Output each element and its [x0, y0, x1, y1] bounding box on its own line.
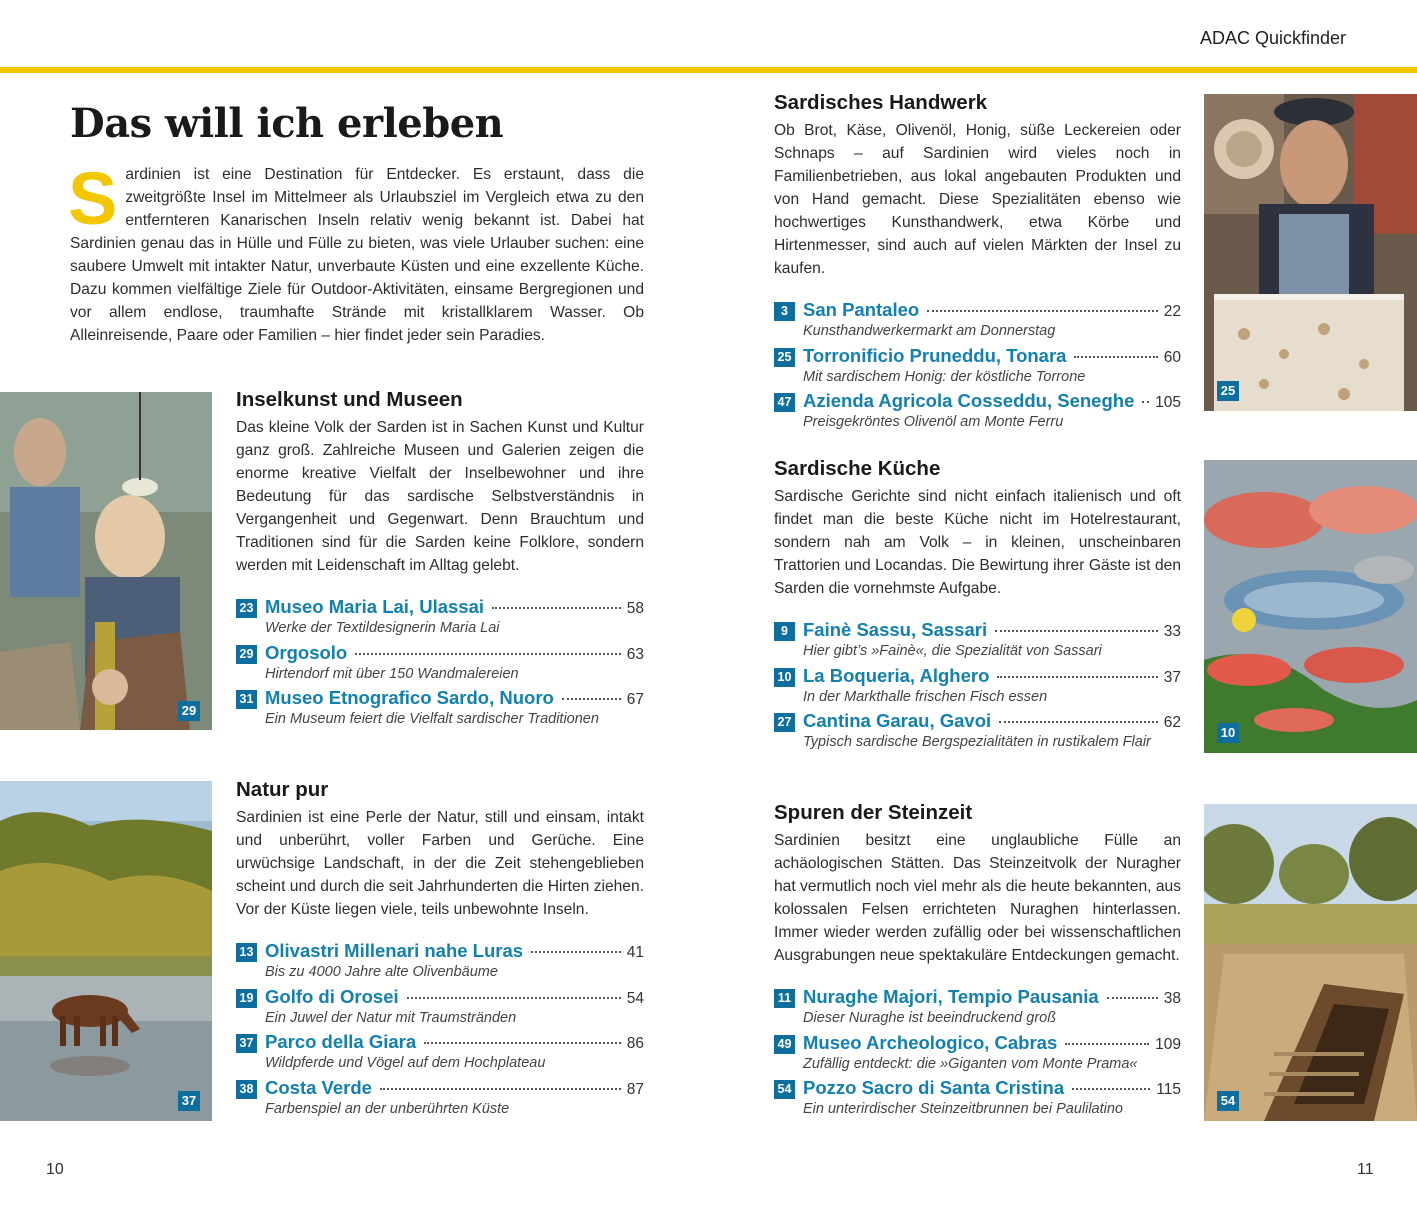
section-natur: [236, 778, 644, 1122]
poi-line: [803, 619, 1181, 641]
poi-name[interactable]: La Boqueria, Alghero: [803, 664, 990, 686]
poi-line: [265, 940, 644, 962]
section-body: Das kleine Volk der Sarden ist in Sachen Kunst und Kultur ganz groß. Zahlreiche Museen und Galerien zeigen die enorme kreative Vielfalt der Inselbewohner und ihre Bedeutung für das sardische Selbstverständnis in Vergangenheit und Gegenwart. Denn Brauchtum und Traditionen sind für die Sarden keine Folklore, sondern werden mit Leidenschaft im Alltag gelebt.: [236, 419, 644, 574]
poi-number-badge: 9: [774, 622, 795, 641]
poi-description: In der Markthalle frischen Fisch essen: [803, 688, 1048, 705]
leader-dots: [355, 653, 621, 655]
poi-name[interactable]: Museo Maria Lai, Ulassai: [265, 596, 485, 617]
poi-line: [265, 596, 644, 618]
poi-page-ref: 86: [626, 1035, 644, 1052]
leader-dots: [562, 698, 621, 700]
poi-number-badge: 19: [236, 989, 257, 1008]
poi-entry: [236, 986, 644, 1032]
page-title: Das will ich erleben: [70, 100, 504, 147]
poi-name[interactable]: Fainè Sassu, Sassari: [803, 619, 988, 640]
leader-dots: [1065, 1043, 1149, 1045]
poi-line: [265, 986, 644, 1008]
poi-description: Ein unterirdischer Steinzeitbrunnen bei Paulilatino: [803, 1101, 1123, 1117]
photo-badge: 25: [1217, 381, 1239, 401]
poi-description: Kunsthandwerkermarkt am Donnerstag: [803, 323, 1056, 339]
poi-name[interactable]: Parco della Giara: [265, 1031, 417, 1052]
poi-page-ref: 87: [626, 1080, 644, 1098]
poi-entry: [236, 940, 644, 986]
section-inselkunst: [236, 388, 644, 733]
leader-dots: [1074, 356, 1157, 358]
section-title: Inselkunst und Museen: [236, 388, 463, 411]
leader-dots: [380, 1088, 621, 1090]
poi-description: Bis zu 4000 Jahre alte Olivenbäume: [265, 964, 498, 980]
poi-number-badge: 23: [236, 599, 257, 618]
poi-page-ref: 38: [1163, 990, 1181, 1007]
poi-line: [803, 345, 1181, 367]
poi-number-badge: 27: [774, 713, 795, 732]
poi-number-badge: 38: [236, 1080, 257, 1099]
poi-name[interactable]: Golfo di Orosei: [265, 985, 399, 1007]
leader-dots: [424, 1042, 621, 1044]
poi-name[interactable]: Nuraghe Majori, Tempio Pausania: [803, 986, 1099, 1007]
poi-line: [803, 1032, 1181, 1054]
poi-entry: [774, 345, 1181, 391]
poi-entry: [774, 619, 1181, 665]
poi-description: Preisgekröntes Olivenöl am Monte Ferru: [803, 414, 1064, 430]
poi-entry: [774, 1077, 1181, 1123]
photo-sacred-well: [1204, 804, 1417, 1121]
section-body: Sardinien ist eine Perle der Natur, still und einsam, intakt und unberührt, voller Farben und Gerüche. Eine urwüchsige Landschaft, in der die Zeit stehengeblieben scheint und durch die seit Jahrhunderten die Hirten ziehen. Vor der Küste liegen viele, teils unbewohnte Inseln.: [236, 809, 644, 918]
photo-badge: 10: [1217, 723, 1239, 743]
section-steinzeit: [774, 801, 1181, 1123]
poi-list: [774, 986, 1181, 1123]
poi-page-ref: 67: [626, 691, 644, 708]
poi-line: [265, 687, 644, 709]
poi-page-ref: 37: [1163, 668, 1181, 686]
poi-entry: [774, 390, 1181, 436]
poi-line: [265, 642, 644, 664]
section-title: Sardische Küche: [774, 457, 941, 480]
poi-number-badge: 10: [774, 668, 795, 687]
poi-name[interactable]: Museo Archeologico, Cabras: [803, 1031, 1058, 1053]
poi-page-ref: 33: [1163, 623, 1181, 640]
poi-name[interactable]: Olivastri Millenari nahe Luras: [265, 940, 524, 961]
leader-dots: [1107, 997, 1158, 999]
poi-entry: [774, 665, 1181, 711]
poi-number-badge: 31: [236, 690, 257, 709]
page-number-right: 11: [1357, 1161, 1374, 1178]
poi-line: [803, 299, 1181, 321]
page-number-left: 10: [46, 1161, 64, 1178]
poi-description: Typisch sardische Bergspezialitäten in rustikalem Flair: [803, 734, 1151, 750]
poi-page-ref: 62: [1163, 714, 1181, 731]
header-divider: [0, 67, 1417, 73]
section-body: Sardische Gerichte sind nicht einfach italienisch und oft findet man die beste Küche nicht im Hotelrestaurant, sondern nah am Volk – in kleinen, unscheinbaren Trattorien und Locandas. Die Bewirtung ihrer Gäste ist den Sarden die vornehmste Aufgabe.: [774, 488, 1181, 597]
poi-list: [774, 619, 1181, 756]
poi-name[interactable]: Cantina Garau, Gavoi: [803, 710, 992, 731]
leader-dots: [927, 310, 1158, 312]
poi-name[interactable]: Costa Verde: [265, 1076, 372, 1098]
poi-name[interactable]: Torronificio Pruneddu, Tonara: [803, 344, 1067, 366]
poi-page-ref: 58: [626, 600, 644, 617]
poi-number-badge: 37: [236, 1034, 257, 1053]
poi-line: [265, 1077, 644, 1099]
poi-list: [236, 940, 644, 1122]
poi-entry: [236, 687, 644, 733]
poi-description: Dieser Nuraghe ist beeindruckend groß: [803, 1010, 1057, 1026]
intro-text: ardinien ist eine Destination für Entdecker. Es erstaunt, dass die zweitgrößte Insel im Mittelmeer als Urlaubsziel im Vergleich etwa zu den entfernteren Kanarischen Inseln relativ wenig bekannt ist. Dabei hat Sardinien genau das in Hülle und Fülle zu bieten, was viele Urlauber suchen: eine saubere Umwelt mit intakter Natur, unverbaute Küsten und eine exzellente Küche. Dazu kommen vielfältige Ziele für Outdoor-Aktivitäten, einsame Bergregionen und vor allem endlose, traumhafte Strände mit kristallklarem Wasser. Ob Alleinreisende, Paare oder Familien – hier findet jeder sein Paradies.: [70, 166, 644, 344]
poi-line: [803, 710, 1181, 732]
poi-number-badge: 49: [774, 1035, 795, 1054]
poi-number-badge: 54: [774, 1080, 795, 1099]
section-title: Sardisches Handwerk: [774, 91, 988, 114]
poi-page-ref: 115: [1156, 1081, 1181, 1098]
poi-entry: [236, 596, 644, 642]
poi-line: [803, 665, 1181, 687]
poi-description: Hirtendorf mit über 150 Wandmalereien: [265, 665, 519, 682]
section-handwerk: [774, 91, 1181, 436]
poi-entry: [236, 642, 644, 688]
photo-wild-horse: [0, 781, 212, 1121]
leader-dots: [1142, 401, 1149, 403]
leader-dots: [531, 951, 621, 953]
poi-description: Mit sardischem Honig: der köstliche Torrone: [803, 368, 1086, 385]
poi-description: Zufällig entdeckt: die »Giganten vom Monte Prama«: [803, 1055, 1138, 1072]
poi-entry: [774, 1032, 1181, 1078]
poi-entry: [236, 1077, 644, 1123]
leader-dots: [997, 676, 1157, 678]
poi-page-ref: 109: [1155, 1035, 1181, 1053]
photo-badge: 54: [1217, 1091, 1239, 1111]
poi-name[interactable]: Orgosolo: [265, 641, 348, 663]
poi-description: Hier gibt’s »Fainè«, die Spezialität von Sassari: [803, 643, 1102, 659]
photo-fish-market: [1204, 460, 1417, 753]
poi-list: [236, 596, 644, 733]
photo-torrone-maker: [1204, 94, 1417, 411]
poi-entry: [774, 710, 1181, 756]
poi-entry: [774, 986, 1181, 1032]
poi-number-badge: 29: [236, 645, 257, 664]
poi-name[interactable]: Pozzo Sacro di Santa Cristina: [803, 1077, 1065, 1098]
section-title: Spuren der Steinzeit: [774, 801, 973, 824]
leader-dots: [407, 997, 621, 999]
poi-page-ref: 41: [626, 944, 644, 961]
poi-number-badge: 3: [774, 302, 795, 321]
poi-line: [803, 986, 1181, 1008]
poi-name[interactable]: Museo Etnografico Sardo, Nuoro: [265, 687, 554, 708]
poi-name[interactable]: San Pantaleo: [803, 299, 920, 320]
poi-number-badge: 13: [236, 943, 257, 962]
poi-description: Ein Museum feiert die Vielfalt sardischer Traditionen: [265, 711, 599, 727]
poi-page-ref: 60: [1163, 348, 1181, 366]
poi-page-ref: 22: [1163, 303, 1181, 320]
poi-page-ref: 63: [626, 645, 644, 663]
section-body: Sardinien besitzt eine unglaubliche Fülle an achäologischen Stätten. Das Steinzeitvolk der Nuragher hat vermutlich noch viel mehr als die heute bekannten, aus kolossalen Felsen errichteten Nuraghen hinterlassen. Immer wieder werden zufällig oder bei wissenschaftlichen Ausgrabungen neue spektakuläre Entdeckungen gemacht.: [774, 832, 1181, 964]
header-label: ADAC Quickfinder: [1199, 28, 1346, 48]
poi-line: [803, 1077, 1181, 1099]
photo-badge: 29: [178, 701, 200, 721]
poi-line: [803, 390, 1181, 412]
poi-description: Werke der Textildesignerin Maria Lai: [265, 620, 500, 636]
section-title: Natur pur: [236, 778, 329, 801]
poi-page-ref: 105: [1155, 394, 1181, 411]
poi-description: Wildpferde und Vögel auf dem Hochplateau: [265, 1055, 546, 1071]
leader-dots: [995, 630, 1158, 632]
poi-number-badge: 11: [774, 989, 795, 1008]
poi-name[interactable]: Azienda Agricola Cosseddu, Seneghe: [803, 390, 1135, 411]
leader-dots: [1072, 1088, 1150, 1090]
poi-number-badge: 47: [774, 393, 795, 412]
poi-number-badge: 25: [774, 348, 795, 367]
photo-badge: 37: [178, 1091, 200, 1111]
poi-description: Ein Juwel der Natur mit Traumstränden: [265, 1009, 517, 1026]
section-kueche: [774, 457, 1181, 756]
photo-mural: [0, 392, 212, 730]
section-body: Ob Brot, Käse, Olivenöl, Honig, süße Leckereien oder Schnaps – auf Sardinien wird vieles noch in Familienbetrieben, aus lokal angebauten Produkten und von Hand gemacht. Diese Spezialitäten ebenso wie hochwertiges Kunsthandwerk, etwa Körbe und Hirtenmesser, sind auch auf vielen Märkten der Insel zu kaufen.: [774, 122, 1181, 277]
dropcap: S: [68, 157, 118, 240]
poi-page-ref: 54: [626, 989, 644, 1007]
poi-list: [774, 299, 1181, 436]
poi-line: [265, 1031, 644, 1053]
poi-description: Farbenspiel an der unberührten Küste: [265, 1100, 510, 1117]
intro-paragraph: [68, 157, 644, 347]
leader-dots: [999, 721, 1158, 723]
poi-entry: [236, 1031, 644, 1077]
poi-entry: [774, 299, 1181, 345]
leader-dots: [492, 607, 621, 609]
